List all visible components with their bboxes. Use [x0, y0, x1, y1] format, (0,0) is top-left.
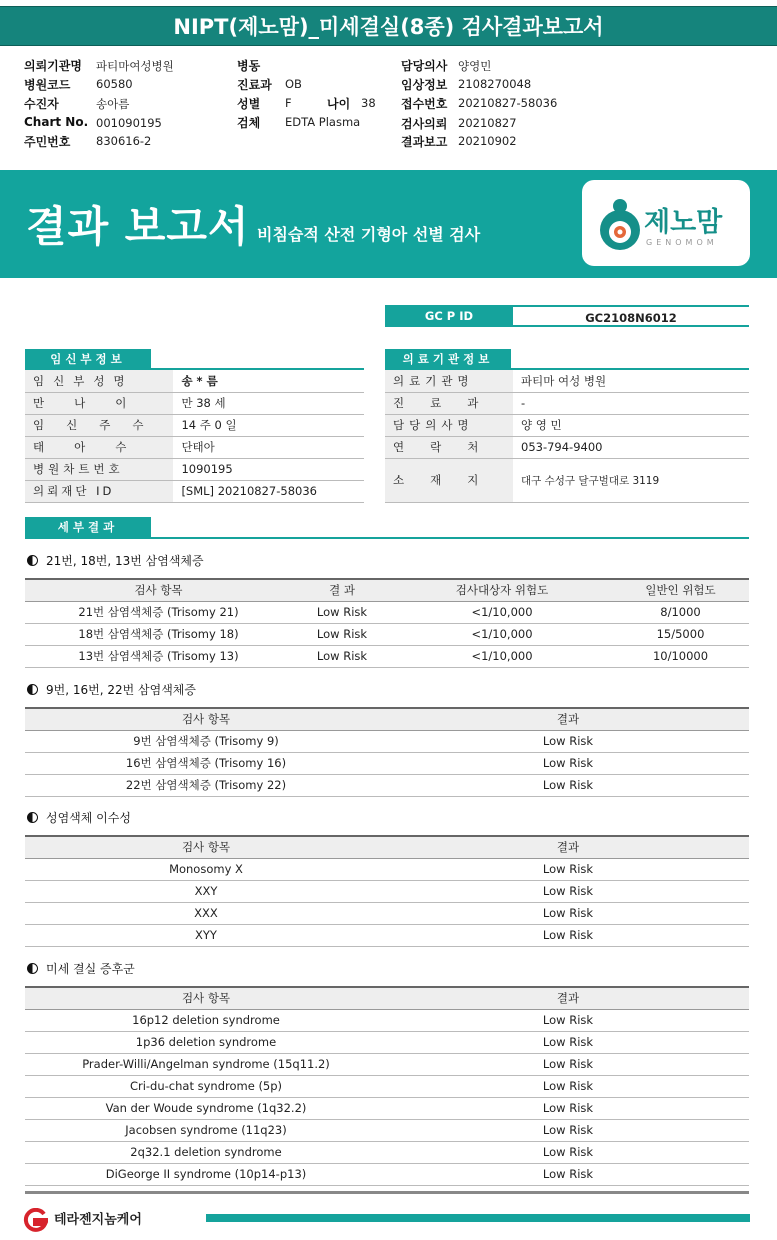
cell: Low Risk — [292, 623, 392, 645]
column-header: 검사 항목 — [25, 708, 387, 730]
header-label: 임상정보 — [401, 78, 448, 92]
footer-company — [20, 1208, 142, 1232]
header-label: 주민번호 — [24, 135, 71, 149]
table-row — [25, 902, 749, 924]
table-row — [385, 370, 749, 392]
header-value: 양영민 — [458, 59, 492, 73]
table-row — [25, 774, 749, 796]
info-value: 단태아 — [173, 436, 364, 458]
info-key: 연락처 — [385, 436, 513, 458]
section-title — [27, 960, 135, 977]
cell: Low Risk — [292, 601, 392, 623]
table-header-row — [25, 708, 749, 730]
half-circle-icon — [27, 963, 38, 974]
cell: Monosomy X — [25, 858, 387, 880]
institution-info-table — [385, 370, 749, 503]
table-row — [25, 1053, 749, 1075]
cell: 16번 삼염색체증 (Trisomy 16) — [25, 752, 387, 774]
header-label: 검체 — [237, 116, 261, 130]
report-banner — [0, 170, 777, 278]
header-value: 38 — [361, 96, 376, 110]
table-header-row — [25, 579, 749, 601]
cell: Low Risk — [387, 924, 749, 946]
trisomy-minor-table — [25, 707, 749, 797]
section-title — [27, 809, 131, 826]
sex-chromosome-table — [25, 835, 749, 947]
info-value: [SML] 20210827-58036 — [173, 480, 364, 502]
cell: Low Risk — [387, 1097, 749, 1119]
header-value: 20210827-58036 — [458, 96, 558, 110]
header-value: 830616-2 — [96, 134, 152, 148]
footer-company-name: 테라젠지놈케어 — [54, 1212, 142, 1228]
table-row — [25, 623, 749, 645]
info-value: 1090195 — [173, 458, 364, 480]
header-value: 60580 — [96, 77, 133, 91]
section-title-text: 미세 결실 증후군 — [46, 962, 135, 976]
table-header-row — [25, 987, 749, 1009]
header-label: 성별 — [237, 97, 261, 111]
table-row — [25, 1075, 749, 1097]
info-value: - — [513, 392, 749, 414]
info-key: 태아수 — [25, 436, 173, 458]
detail-results-header: 세부결과 — [25, 517, 151, 537]
header-label: 담당의사 — [401, 59, 448, 73]
info-key: 의료기관명 — [385, 370, 513, 392]
header-value: 파티마여성병원 — [96, 59, 174, 73]
info-key: 임신부성명 — [25, 370, 173, 392]
cell: 8/1000 — [612, 601, 749, 623]
header-value: 20210827 — [458, 116, 517, 130]
header-value: 001090195 — [96, 116, 162, 130]
table-row — [385, 436, 749, 458]
table-row — [25, 601, 749, 623]
table-row — [25, 458, 364, 480]
info-key: 진료과 — [385, 392, 513, 414]
column-header: 검사 항목 — [25, 836, 387, 858]
info-value: 만 38 세 — [173, 392, 364, 414]
cell: 2q32.1 deletion syndrome — [25, 1141, 387, 1163]
info-value: 송 * 름 — [173, 370, 364, 392]
table-row — [25, 645, 749, 667]
cell: Low Risk — [387, 774, 749, 796]
table-row — [25, 752, 749, 774]
footer-bar — [206, 1214, 750, 1222]
cell: 15/5000 — [612, 623, 749, 645]
trisomy-major-table — [25, 578, 749, 668]
header-label: 병동 — [237, 59, 261, 73]
cell: Low Risk — [387, 1141, 749, 1163]
cell: 9번 삼염색체증 (Trisomy 9) — [25, 730, 387, 752]
cell: Low Risk — [387, 1119, 749, 1141]
table-row — [25, 392, 364, 414]
logo-text: 제노맘 — [644, 207, 723, 238]
cell: 13번 삼염색체증 (Trisomy 13) — [25, 645, 292, 667]
cell: Low Risk — [387, 1075, 749, 1097]
header-label: 수진자 — [24, 97, 59, 111]
report-title: NIPT(제노맘)_미세결실(8종) 검사결과보고서 — [0, 6, 777, 46]
cell: DiGeorge II syndrome (10p14-p13) — [25, 1163, 387, 1185]
section-title — [27, 552, 204, 569]
header-value: 송아름 — [96, 97, 130, 111]
divider — [25, 537, 749, 539]
cell: Jacobsen syndrome (11q23) — [25, 1119, 387, 1141]
header-value: OB — [285, 77, 302, 91]
header-label: 접수번호 — [401, 97, 448, 111]
header-label: 진료과 — [237, 78, 272, 92]
info-key: 소재지 — [385, 458, 513, 502]
gcp-id-label: GC P ID — [385, 305, 513, 327]
cell: Low Risk — [387, 752, 749, 774]
column-header: 결과 — [387, 987, 749, 1009]
info-value: 14 주 0 일 — [173, 414, 364, 436]
header-label: 의뢰기관명 — [24, 59, 82, 73]
divider — [25, 1191, 749, 1194]
half-circle-icon — [27, 812, 38, 823]
info-value: 053-794-9400 — [513, 436, 749, 458]
cell: Low Risk — [387, 730, 749, 752]
microdeletion-table — [25, 986, 749, 1186]
header-value: F — [285, 96, 292, 110]
info-value: 양 영 민 — [513, 414, 749, 436]
half-circle-icon — [27, 684, 38, 695]
table-row — [25, 1119, 749, 1141]
info-key: 만나이 — [25, 392, 173, 414]
table-row — [25, 370, 364, 392]
cell: 10/10000 — [612, 645, 749, 667]
table-row — [25, 414, 364, 436]
cell: <1/10,000 — [392, 623, 612, 645]
column-header: 검사대상자 위험도 — [392, 579, 612, 601]
table-header-row — [25, 836, 749, 858]
info-key: 의뢰재단 ID — [25, 480, 173, 502]
section-title-text: 9번, 16번, 22번 삼염색체증 — [46, 683, 196, 697]
half-circle-icon — [27, 555, 38, 566]
table-row — [25, 1163, 749, 1185]
cell: 22번 삼염색체증 (Trisomy 22) — [25, 774, 387, 796]
terragen-logo-icon — [20, 1208, 50, 1232]
logo-subtext: GENOMOM — [646, 238, 718, 247]
column-header: 결 과 — [292, 579, 392, 601]
pregnant-info-header: 임신부정보 — [25, 349, 151, 369]
column-header: 일반인 위험도 — [612, 579, 749, 601]
table-row — [25, 1009, 749, 1031]
cell: 21번 삼염색체증 (Trisomy 21) — [25, 601, 292, 623]
cell: Low Risk — [292, 645, 392, 667]
info-value: 파티마 여성 병원 — [513, 370, 749, 392]
cell: <1/10,000 — [392, 645, 612, 667]
pregnant-info-table — [25, 370, 364, 503]
cell: Low Risk — [387, 880, 749, 902]
section-title-text: 성염색체 이수성 — [46, 811, 131, 825]
cell: Low Risk — [387, 1009, 749, 1031]
cell: 16p12 deletion syndrome — [25, 1009, 387, 1031]
header-value: 20210902 — [458, 134, 517, 148]
cell: Low Risk — [387, 902, 749, 924]
column-header: 결과 — [387, 708, 749, 730]
cell: <1/10,000 — [392, 601, 612, 623]
table-row — [385, 392, 749, 414]
cell: Cri-du-chat syndrome (5p) — [25, 1075, 387, 1097]
header-value: 2108270048 — [458, 77, 532, 91]
header-label: 검사의뢰 — [401, 117, 448, 131]
banner-title: 결과 보고서 — [26, 202, 250, 251]
gcp-id-value: GC2108N6012 — [513, 305, 749, 327]
info-key: 임신주수 — [25, 414, 173, 436]
table-row — [25, 1097, 749, 1119]
cell: Low Risk — [387, 858, 749, 880]
column-header: 검사 항목 — [25, 987, 387, 1009]
header-label: 나이 — [327, 97, 351, 111]
table-row — [25, 1141, 749, 1163]
table-row — [385, 458, 749, 502]
header-label: Chart No. — [24, 115, 89, 129]
cell: Low Risk — [387, 1163, 749, 1185]
banner-subtitle: 비침습적 산전 기형아 선별 검사 — [257, 225, 481, 244]
cell: Low Risk — [387, 1031, 749, 1053]
info-value: 대구 수성구 달구벌대로 3119 — [513, 458, 749, 502]
column-header: 결과 — [387, 836, 749, 858]
cell: Prader-Willi/Angelman syndrome (15q11.2) — [25, 1053, 387, 1075]
table-row — [385, 414, 749, 436]
table-row — [25, 480, 364, 502]
cell: Low Risk — [387, 1053, 749, 1075]
cell: XXY — [25, 880, 387, 902]
info-key: 담당의사명 — [385, 414, 513, 436]
cell: Van der Woude syndrome (1q32.2) — [25, 1097, 387, 1119]
section-title-text: 21번, 18번, 13번 삼염색체증 — [46, 554, 204, 568]
cell: 18번 삼염색체증 (Trisomy 18) — [25, 623, 292, 645]
cell: 1p36 deletion syndrome — [25, 1031, 387, 1053]
table-row — [25, 436, 364, 458]
cell: XXX — [25, 902, 387, 924]
institution-info-header: 의료기관정보 — [385, 349, 511, 369]
table-row — [25, 880, 749, 902]
section-title — [27, 681, 196, 698]
table-row — [25, 730, 749, 752]
cell: XYY — [25, 924, 387, 946]
table-row — [25, 1031, 749, 1053]
info-key: 병원차트번호 — [25, 458, 173, 480]
header-label: 병원코드 — [24, 78, 71, 92]
table-row — [25, 924, 749, 946]
genomom-mark-icon — [596, 196, 644, 254]
header-value: EDTA Plasma — [285, 115, 361, 129]
table-row — [25, 858, 749, 880]
header-label: 결과보고 — [401, 135, 448, 149]
column-header: 검사 항목 — [25, 579, 292, 601]
genomom-logo — [582, 180, 750, 266]
